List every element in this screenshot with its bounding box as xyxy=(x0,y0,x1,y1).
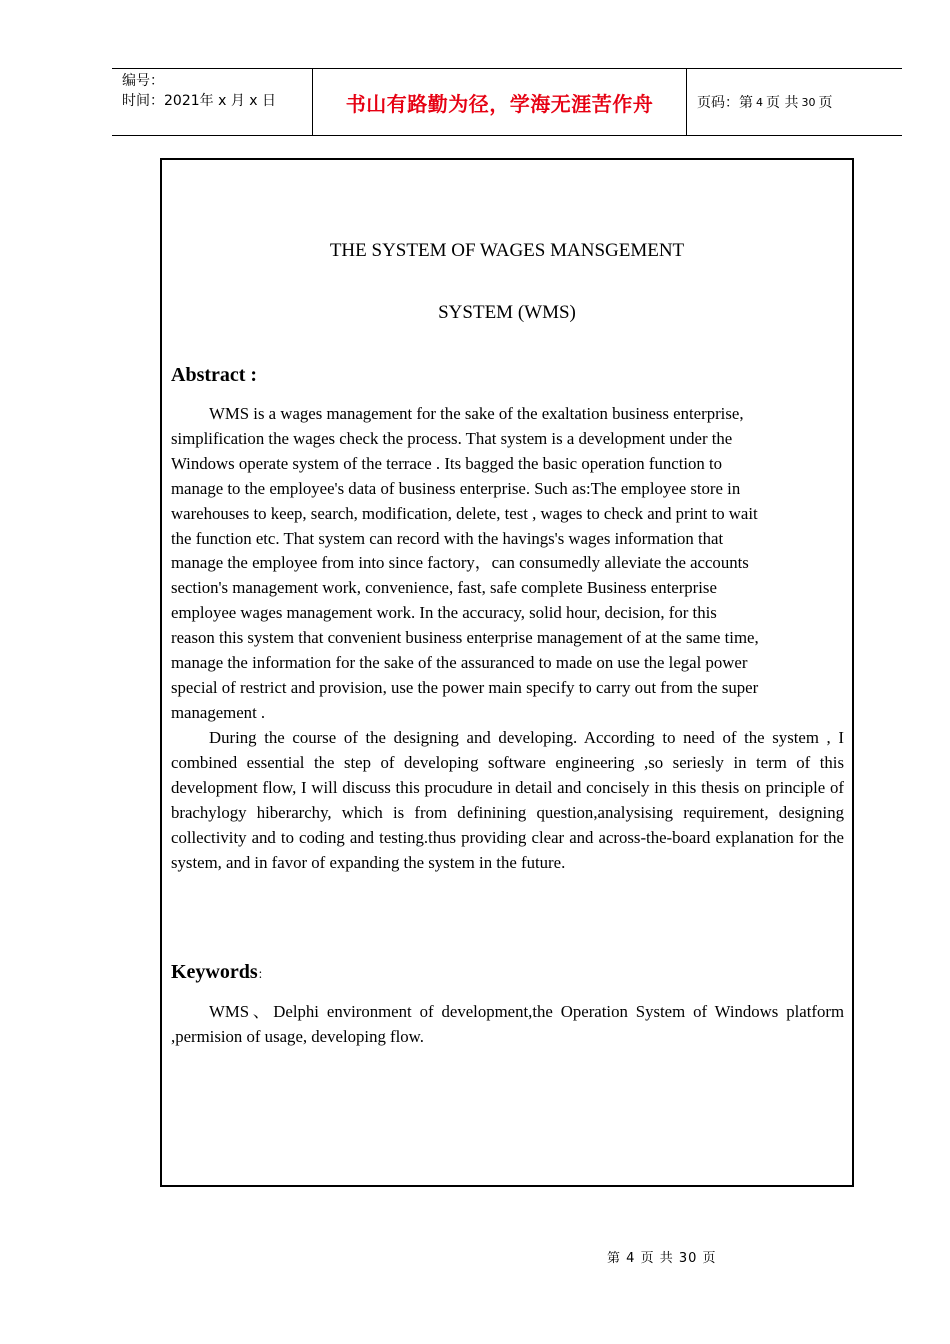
abstract-line: management . xyxy=(171,702,266,722)
abstract-line: reason this system that convenient business enterprise management of at the same time, xyxy=(171,628,759,648)
time-label xyxy=(122,91,312,111)
abstract-paragraph-2-text: During the course of the designing and developing. According to need of the system , I combined essential the step of developing software engineering ,so seriesly in term of this development flow, I will discuss this procudure in detail and concisely in this thesis on principle of brachylogy hiberarchy, which is from definining question,analysising requirement, designing collectivity and to coding and testing.thus providing clear and across-the-board explanation for the system, and in favor of expanding the system in the future. xyxy=(171,728,844,872)
keywords-colon: ： xyxy=(257,967,270,981)
keywords-text: WMS、Delphi environment of development,the Operation System of Windows platform ,permision of usage, developing flow. xyxy=(171,1002,844,1046)
keywords-paragraph xyxy=(171,1000,844,1050)
serial-number-label: 编号： xyxy=(122,73,164,89)
abstract-line: warehouses to keep, search, modification, delete, test , wages to check and print to wait xyxy=(171,503,758,523)
keywords-heading-text: Keywords xyxy=(171,961,258,983)
abstract-paragraph-2 xyxy=(171,726,844,875)
document-title-line1: THE SYSTEM OF WAGES MANSGEMENT xyxy=(329,240,685,261)
time-year: 2021 xyxy=(164,93,200,109)
keywords-heading xyxy=(171,961,270,984)
footer-prefix: 第 xyxy=(607,1251,622,1266)
footer-suffix: 页 xyxy=(702,1251,717,1266)
time-label-prefix: 时间： xyxy=(122,93,164,109)
abstract-line: section's management work, convenience, fast, safe complete Business enterprise xyxy=(171,578,717,598)
page-prefix: 页码：第 xyxy=(697,95,753,111)
page-header xyxy=(112,68,902,136)
abstract-paragraph-1 xyxy=(171,402,844,726)
abstract-line-text: WMS is a wages management for the sake of the exaltation business enterprise, xyxy=(209,404,744,423)
page-total: 30 xyxy=(801,95,816,109)
document-title-line2: SYSTEM (WMS) xyxy=(438,302,576,323)
abstract-line: manage the information for the sake of the assuranced to made on use the legal power xyxy=(171,653,748,673)
abstract-line: Windows operate system of the terrace . Its bagged the basic operation function to xyxy=(171,453,723,473)
abstract-line: simplification the wages check the process. That system is a development under the xyxy=(171,428,733,448)
content-box xyxy=(160,158,854,1187)
page-current: 4 xyxy=(756,95,763,109)
header-meta-cell xyxy=(112,69,312,135)
footer-total: 30 xyxy=(678,1251,698,1266)
footer-current: 4 xyxy=(626,1251,636,1266)
abstract-heading: Abstract : xyxy=(171,364,258,386)
abstract-line: employee wages management work. In the accuracy, solid hour, decision, for this xyxy=(171,603,717,623)
header-motto: 书山有路勤为径，学海无涯苦作舟 xyxy=(312,69,687,135)
page-suffix: 页 xyxy=(818,95,833,111)
page-mid: 页 共 xyxy=(766,95,799,111)
abstract-line: manage to the employee's data of business enterprise. Such as:The employee store in xyxy=(171,478,741,498)
abstract-line: special of restrict and provision, use the power main specify to carry out from the super xyxy=(171,677,759,697)
page-footer xyxy=(607,1247,717,1266)
time-rest: 年 x 月 x 日 xyxy=(199,93,277,109)
footer-mid: 页 共 xyxy=(640,1251,674,1266)
header-page-number xyxy=(687,69,902,135)
abstract-line: manage the employee from into since factory，can consumedly alleviate the accounts xyxy=(171,553,749,573)
abstract-line xyxy=(171,402,844,427)
abstract-line: the function etc. That system can record with the havings's wages information that xyxy=(171,528,724,548)
